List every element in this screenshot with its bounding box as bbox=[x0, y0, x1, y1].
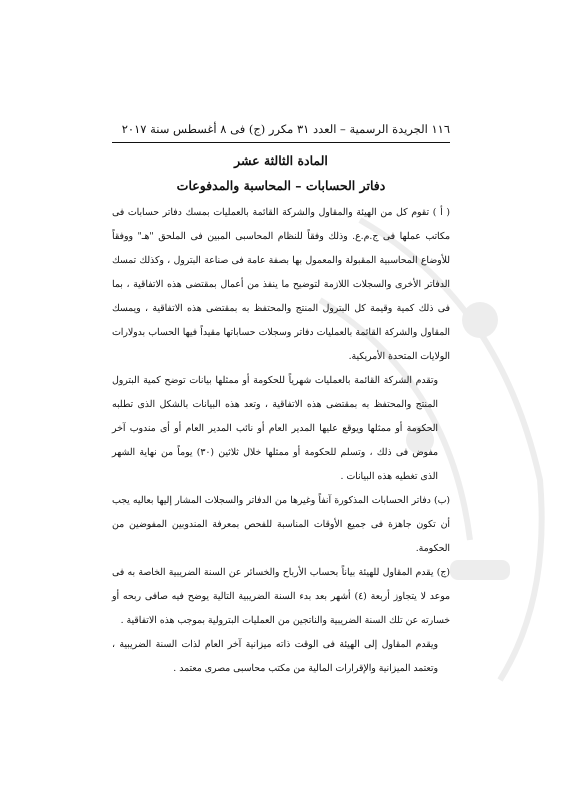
section-title: دفاتر الحسابات – المحاسبة والمدفوعات bbox=[176, 178, 386, 193]
running-header: ١١٦ الجريدة الرسمية – العدد ٣١ مكرر (ج) فى ٨ أغسطس سنة ٢٠١٧ bbox=[112, 122, 450, 143]
paragraph-a: ( أ ) تقوم كل من الهيئة والمقاول والشركة القائمة بالعمليات بمسك دفاتر حسابات فى مكاتب عملها فى ج.م.ع. وذلك وفقاً للنظام المحاسبى المبين فى الملحق "هـ" ووفقاً للأوضاع المحاسبية المقبولة والمعمول بها بصفة عامة فى صناعة البترول ، وكذلك تمسك الدفاتر الأخرى والسجلات اللازمة لتوضيح ما ينفذ من أعمال بمقتضى هذه الاتفاقية ، بما فى ذلك كمية وقيمة كل البترول المنتج والمحتفظ به بمقتضى هذه الاتفاقية ، ويمسك المقاول والشركة القائمة بالعمليات دفاتر وسجلات حساباتها مقيداً فيها الحساب بدولارات الولايات المتحدة الأمريكية. bbox=[112, 207, 450, 362]
paragraph-c-continued: ويقدم المقاول إلى الهيئة فى الوقت ذاته ميزانية آخر العام لذات السنة الضريبية ، وتعتمد الميزانية والإقرارات المالية من مكتب محاسبى مصرى معتمد . bbox=[112, 639, 438, 674]
paragraph-b: (ب) دفاتر الحسابات المذكورة آنفاً وغيرها من الدفاتر والسجلات المشار إليها بعاليه يجب أن تكون جاهزة فى جميع الأوقات المناسبة للفحص بمعرفة المندوبين المفوضين من الحكومة. bbox=[112, 495, 450, 554]
document-page bbox=[112, 122, 450, 681]
paragraph-c: (ج) يقدم المقاول للهيئة بياناً بحساب الأرباح والخسائر عن السنة الضريبية الخاصة به فى موعد لا يتجاوز أربعة (٤) أشهر بعد بدء السنة الضريبية التالية يوضح فيه صافى ربحه أو خسارته عن تلك السنة الضريبية والناتجين من العمليات البترولية بموجب هذه الاتفاقية . bbox=[112, 567, 450, 626]
paragraph-a-continued: وتقدم الشركة القائمة بالعمليات شهرياً للحكومة أو ممثلها بيانات توضح كمية البترول المنتج والمحتفظ به بمقتضى هذه الاتفاقية ، وتعد هذه البيانات بالشكل الذى تطلبه الحكومة أو ممثلها ويوقع عليها المدير العام أو نائب المدير العام أو أى مندوب آخر مفوض فى ذلك ، وتسلم للحكومة أو ممثلها خلال ثلاثين (٣٠) يوماً من نهاية الشهر الذى تغطيه هذه البيانات . bbox=[112, 375, 439, 482]
article-title: المادة الثالثة عشر bbox=[234, 153, 328, 168]
